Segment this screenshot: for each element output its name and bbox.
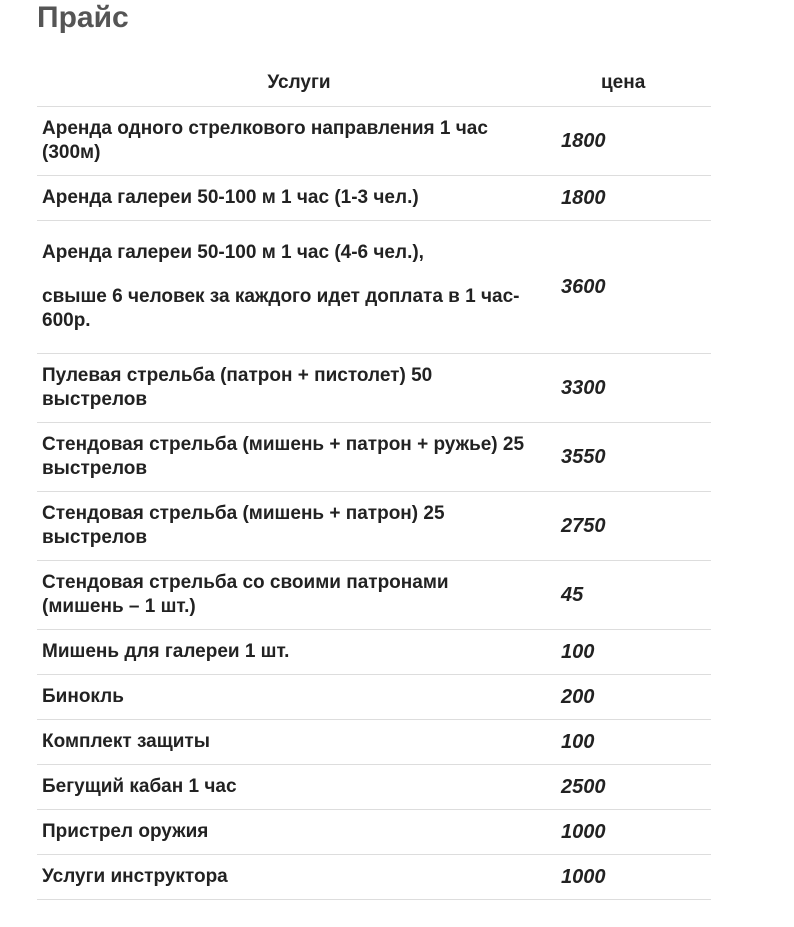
table-row	[37, 630, 711, 675]
price-cell: 3550	[561, 423, 711, 492]
price-cell: 2750	[561, 492, 711, 561]
service-cell	[37, 354, 561, 423]
service-text: Стендовая стрельба (мишень + патрон) 25 выстрелов	[42, 503, 445, 548]
service-text: Аренда галереи 50-100 м 1 час (1-3 чел.)	[42, 187, 419, 208]
table-row	[37, 354, 711, 423]
price-cell: 1800	[561, 107, 711, 176]
service-text: Пулевая стрельба (патрон + пистолет) 50 выстрелов	[42, 365, 433, 410]
table-row	[37, 675, 711, 720]
service-text: Мишень для галереи 1 шт.	[42, 641, 290, 662]
service-cell	[37, 561, 561, 630]
service-text: Аренда галереи 50-100 м 1 час (4-6 чел.),	[42, 242, 424, 263]
service-cell	[37, 423, 561, 492]
service-cell	[37, 675, 561, 720]
header-service: Услуги	[37, 60, 561, 107]
service-cell	[37, 492, 561, 561]
service-cell	[37, 720, 561, 765]
service-text: Бинокль	[42, 686, 124, 707]
price-cell: 100	[561, 630, 711, 675]
price-cell: 3600	[561, 221, 711, 354]
price-cell: 2500	[561, 765, 711, 810]
table-row	[37, 855, 711, 900]
service-cell	[37, 765, 561, 810]
price-cell: 200	[561, 675, 711, 720]
table-row	[37, 561, 711, 630]
header-price: цена	[561, 60, 711, 107]
price-cell: 1000	[561, 855, 711, 900]
price-cell: 3300	[561, 354, 711, 423]
service-text: Комплект защиты	[42, 731, 210, 752]
table-row	[37, 810, 711, 855]
service-text: Пристрел оружия	[42, 821, 209, 842]
price-table	[37, 60, 711, 900]
service-text: Стендовая стрельба (мишень + патрон + ружье) 25 выстрелов	[42, 434, 525, 479]
service-text: Бегущий кабан 1 час	[42, 776, 237, 797]
table-row	[37, 176, 711, 221]
service-cell	[37, 810, 561, 855]
price-table-body	[37, 107, 711, 900]
price-cell: 45	[561, 561, 711, 630]
price-cell: 100	[561, 720, 711, 765]
service-cell	[37, 221, 561, 354]
price-cell: 1000	[561, 810, 711, 855]
service-cell	[37, 630, 561, 675]
table-row	[37, 720, 711, 765]
table-row	[37, 423, 711, 492]
table-row	[37, 221, 711, 354]
service-cell	[37, 855, 561, 900]
service-text: Стендовая стрельба со своими патронами (мишень – 1 шт.)	[42, 572, 449, 617]
service-cell	[37, 107, 561, 176]
table-row	[37, 107, 711, 176]
price-cell: 1800	[561, 176, 711, 221]
service-text: Услуги инструктора	[42, 866, 228, 887]
table-row	[37, 765, 711, 810]
service-text: свыше 6 человек за каждого идет доплата в 1 час- 600р.	[42, 286, 520, 331]
table-row	[37, 492, 711, 561]
table-header-row	[37, 60, 711, 107]
service-cell	[37, 176, 561, 221]
page-title: Прайс	[37, 1, 129, 34]
service-text: Аренда одного стрелкового направления 1 час (300м)	[42, 118, 488, 163]
